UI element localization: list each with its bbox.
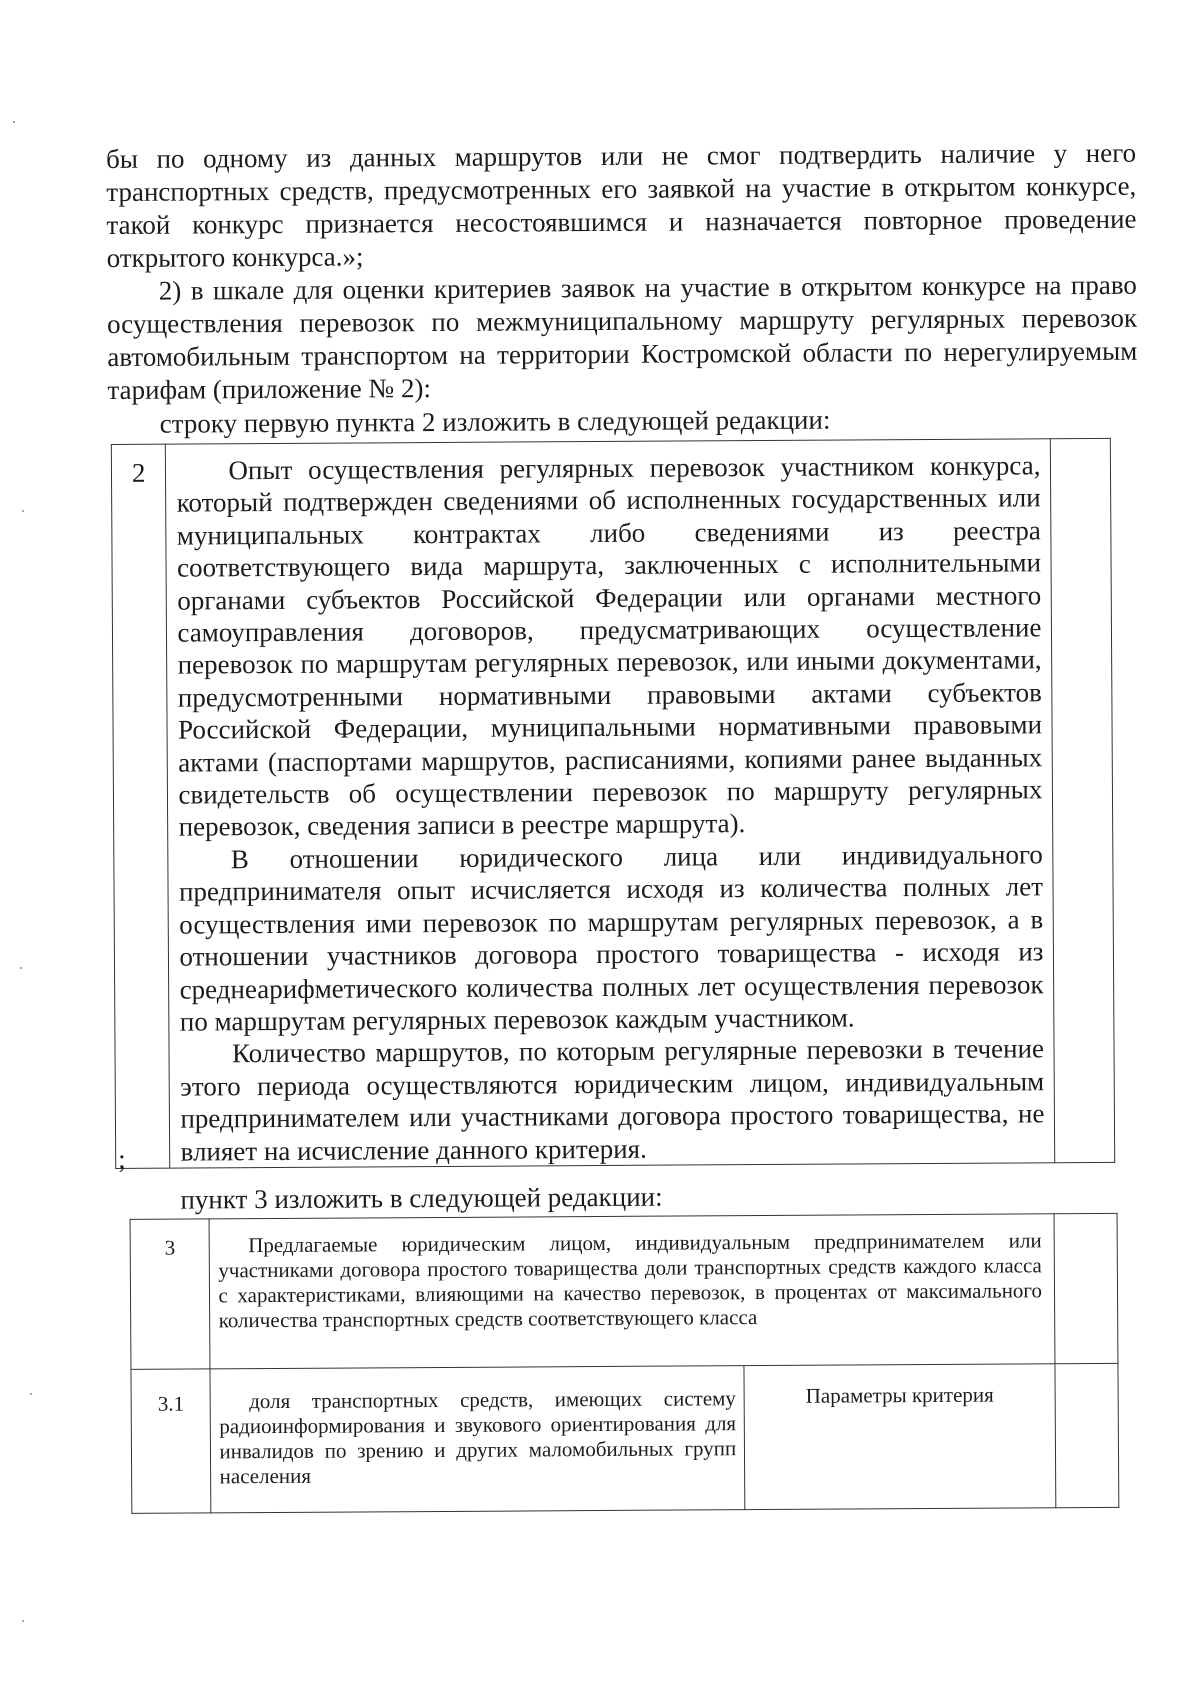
scan-speck [20,967,22,969]
line1-heading: строку первую пункта 2 изложить в следующей редакции: [159,404,831,439]
item2-paragraph: 2) в шкале для оценки критериев заявок на участие в открытом конкурсе на право осуществления перевозок по межмуниципальному маршруту регулярных перевозок автомобильным транспортом на территории Костромской области по нерегулируемым тарифам (приложение № 2): [106,269,1138,406]
table1-row-number: 2 [111,444,170,1168]
table1-criterion-cell [166,439,1055,1168]
table2-row1-text: Предлагаемые юридическим лицом, индивидуальным предпринимателем или участниками договора простого товарищества доли транспортных средств каждого класса с характеристиками, влияющими на качество перевозок, в процентах от максимального количества транспортных средств соответствующего класса [218,1228,1043,1333]
semicolon: ; [118,1143,126,1174]
table1-empty-cell [1051,438,1115,1162]
table2-row1-cell [210,1214,1055,1369]
point3-heading: пункт 3 изложить в следующей редакции: [180,1181,663,1215]
table1-criterion-text [176,449,1044,1167]
table2-row2-text: доля транспортных средств, имеющих систему радиоинформирования и звукового ориентирования для инвалидов по зрению и других маломобильных групп населения [219,1386,737,1489]
table2-row2-cell [210,1366,745,1513]
scan-speck [30,1393,32,1395]
table-row2 [111,438,1115,1169]
scan-speck [13,121,15,123]
intro-paragraph: бы по одному из данных маршрутов или не смог подтвердить наличие у него транспортных средств, предусмотренных его заявкой на участие в открытом конкурсе, такой конкурс признается несостоявшимся и назначается повторное проведение открытого конкурса.»; [105,137,1137,274]
table1-paragraph-3: Количество маршрутов, по которым регулярные перевозки в течение этого периода осуществляются юридическим лицом, индивидуальным предпринимателем или участниками договора простого товарищества, не влияет на исчисление данного критерия. [180,1033,1045,1167]
scan-speck [22,1620,24,1622]
table2-row2-empty [1055,1363,1119,1507]
table2-row1-empty [1054,1213,1118,1363]
table1-paragraph-2: В отношении юридического лица или индивидуального предпринимателя опыт исчисляется исходя из количества полных лет осуществления ими перевозок по маршрутам регулярных перевозок, а в отношении участников договора простого товарищества - исходя из среднеарифметического количества полных лет осуществления перевозок по маршрутам регулярных перевозок каждым участником. [178,839,1044,1037]
table2-row2-params: Параметры критерия [744,1364,1056,1510]
table-point3 [130,1213,1120,1514]
table1-paragraph-1: Опыт осуществления регулярных перевозок участником конкурса, который подтвержден сведениями об исполненных государственных или муниципальных контрактах либо сведениями из реестра соответствующего вида маршрута, заключенных с исполнительными органами субъектов Российской Федерации или органами местного самоуправления договоров, предусматривающих осуществление перевозок по маршрутам регулярных перевозок, или иными документами, предусмотренными нормативными правовыми актами субъектов Российской Федерации, муниципальными нормативными правовыми актами (паспортами маршрутов, расписаниями, копиями ранее выданных свидетельств об осуществлении перевозок по маршруту регулярных перевозок, сведения записи в реестре маршрута). [176,450,1043,843]
scan-speck [22,510,24,512]
table2-row2-number: 3.1 [131,1369,211,1513]
table2-row1-number: 3 [130,1219,210,1369]
